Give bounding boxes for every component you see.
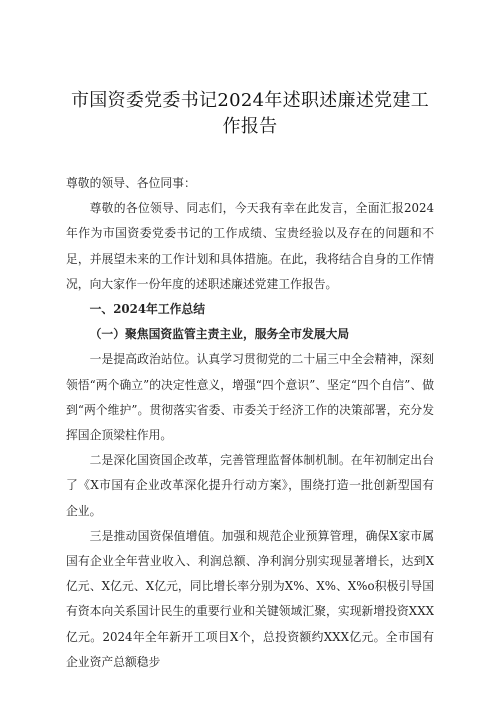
- title-line-2: 作报告: [222, 116, 278, 137]
- body-paragraph-1: 一是提高政治站位。认真学习贯彻党的二十届三中全会精神，深刻领悟“两个确立”的决定性意义，增强“四个意识”、坚定“四个自信”、做到“两个维护”。贯彻落实省委、市委关于经济工作的决策部署，充分发挥国企顶梁柱作用。: [66, 352, 434, 443]
- body-paragraph-3: 三是推动国资保值增值。加强和规范企业预算管理，确保X家市属国有企业全年营业收入、利润总额、净利润分别实现显著增长，达到X亿元、X亿元、X亿元，同比增长率分别为X%、X%、X%o积极引导国有资本向关系国计民生的重要行业和关键领域汇聚，实现新增投资XXX亿元。2024年全年新开工项目X个，总投资额约XXX亿元。全市国有企业资产总额稳步: [66, 528, 434, 669]
- body-paragraph-2: 二是深化国资国企改革，完善管理监督体制机制。在年初制定出台了《X市国有企业改革深化提升行动方案》，围绕打造一批创新型国有企业。: [66, 453, 434, 518]
- intro-paragraph: 尊敬的各位领导、同志们，今天我有幸在此发言，全面汇报2024年作为市国资委党委书记的工作成绩、宝贵经验以及存在的问题和不足，并展望未来的工作计划和具体措施。在此，我将结合自身的工作情况，向大家作一份年度的述职述廉述党建工作报告。: [66, 201, 434, 291]
- section-heading-1: 一、2024年工作总结: [89, 302, 206, 317]
- subsection-heading-1: （一）聚焦国资监管主责主业，服务全市发展大局: [89, 327, 350, 342]
- document-title: [66, 88, 434, 140]
- title-line-1: 市国资委党委书记2024年述职述廉述党建工: [70, 90, 430, 111]
- salutation: 尊敬的领导、各位同事：: [66, 176, 196, 190]
